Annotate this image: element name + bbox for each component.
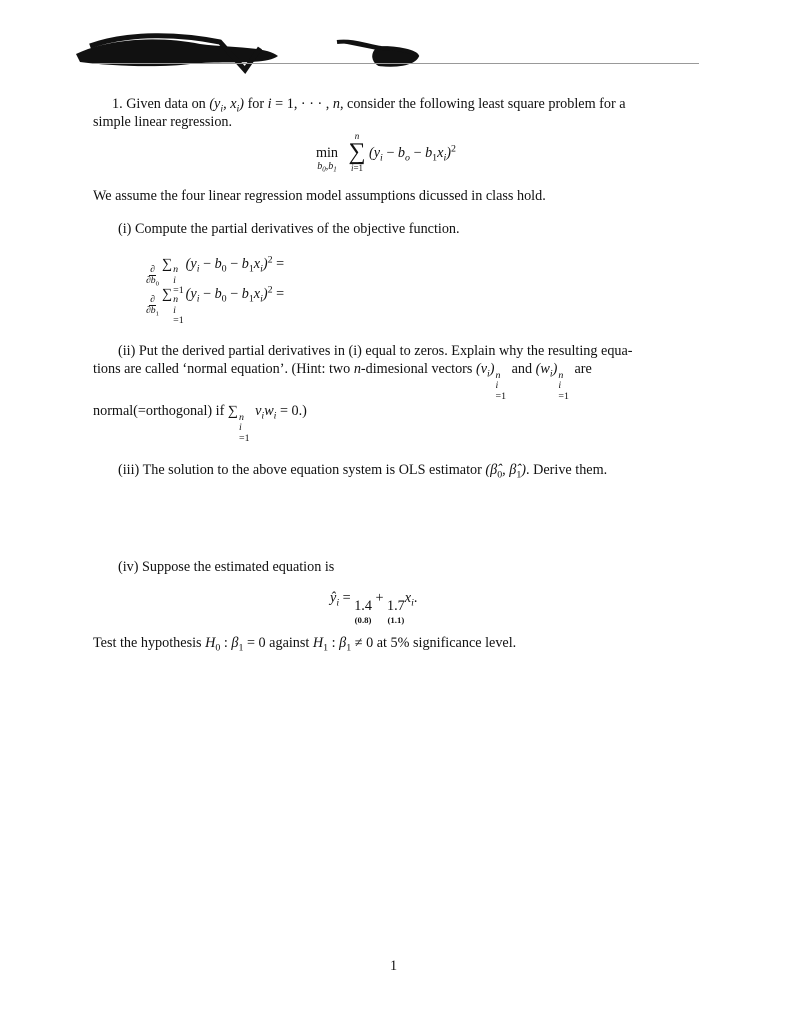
part-iii-text-b: . Derive them. xyxy=(526,462,608,478)
redaction-mark-right xyxy=(333,36,423,72)
intro-text-c: , consider the following least square problem for a xyxy=(339,96,626,112)
part-ii-line3-a: normal(=orthogonal) if xyxy=(93,403,225,420)
test-text-b: against xyxy=(269,635,310,651)
estimated-equation: $ŷ_i$ = 1.4 (0.8) + 1.7 (1.1) $x_i$. xyxy=(330,590,418,625)
question-number: 1. xyxy=(112,96,123,112)
header-rule xyxy=(93,63,699,64)
min-operator: min $b_0,b_1$ xyxy=(315,145,339,174)
null-hypothesis-expr: $H_0$ : $\beta_1 = 0$ xyxy=(205,635,266,654)
vector-w-expr: $(w_i)$ n i =1 xyxy=(535,361,569,402)
part-i-text: (i) Compute the partial derivatives of the objective function. xyxy=(118,221,460,237)
redaction-stroke-right xyxy=(337,42,417,65)
n-symbol: n xyxy=(353,361,361,378)
data-pair-expr: ($y_i$, $x_i$) xyxy=(209,96,245,115)
intro-text-line2: simple linear regression. xyxy=(93,114,233,131)
part-ii-line2-d: are xyxy=(574,361,592,378)
squared-residual: $(y_i - b_o - b_1x_i)^2$ xyxy=(369,143,456,164)
orthogonality-expr: ∑ n i =1 $v_iw_i = 0$ xyxy=(227,403,299,444)
part-iii-text-a: (iii) The solution to the above equation system is OLS estimator xyxy=(118,462,482,478)
part-ii-line3-b: .) xyxy=(298,403,307,420)
page-number: 1 xyxy=(390,958,398,974)
partial-derivative-b1: $\frac{\partial}{\partial b_1}$ ∑ n i =1 $(y_i - b_0 - b_1x_i)^2$ = xyxy=(146,284,285,327)
part-iii-text xyxy=(118,461,607,479)
part-ii-line2-c: and xyxy=(511,361,533,378)
test-text-c: at 5% significance level. xyxy=(376,635,517,651)
question-1-intro xyxy=(93,95,699,132)
slope-se: (1.1) xyxy=(387,614,405,625)
part-ii-line1: (ii) Put the derived partial derivatives in (i) equal to zeros. Explain why the resulting equa- xyxy=(118,343,633,359)
alt-hypothesis-expr: $H_1$ : $\beta_1 \ne 0$ xyxy=(312,635,374,654)
test-text-a: Test the hypothesis xyxy=(93,635,202,651)
intro-text-a: Given data on xyxy=(126,96,206,112)
part-ii-text xyxy=(93,342,699,444)
ols-estimator-expr: ($\betâ_0$, $\betâ_1$) xyxy=(485,462,527,481)
intro-text-b: for xyxy=(247,96,265,112)
objective-equation xyxy=(312,132,532,180)
intercept-value: 1.4 xyxy=(354,597,372,614)
vector-v-expr: $(v_i)$ n i =1 xyxy=(475,361,507,402)
assumption-text: We assume the four linear regression model assumptions dicussed in class hold. xyxy=(93,188,546,204)
slope-value: 1.7 xyxy=(387,597,405,614)
part-ii-line2-a: tions are called ‘normal equation’. (Hint: two xyxy=(93,361,351,378)
index-range-expr: i = 1, · · · , n xyxy=(267,96,340,112)
hypothesis-test-text xyxy=(93,634,516,652)
partial-derivative-b0: $\frac{\partial}{\partial b_0}$ ∑ n i =1 $(y_i - b_0 - b_1x_i)^2$ = xyxy=(146,254,285,297)
redaction-mark-left xyxy=(70,30,285,75)
intercept-se: (0.8) xyxy=(354,614,372,625)
summation-symbol: n ∑ i=1 xyxy=(348,131,366,173)
part-iv-text: (iv) Suppose the estimated equation is xyxy=(118,559,335,575)
part-ii-line2-b: -dimesional vectors xyxy=(360,361,473,378)
